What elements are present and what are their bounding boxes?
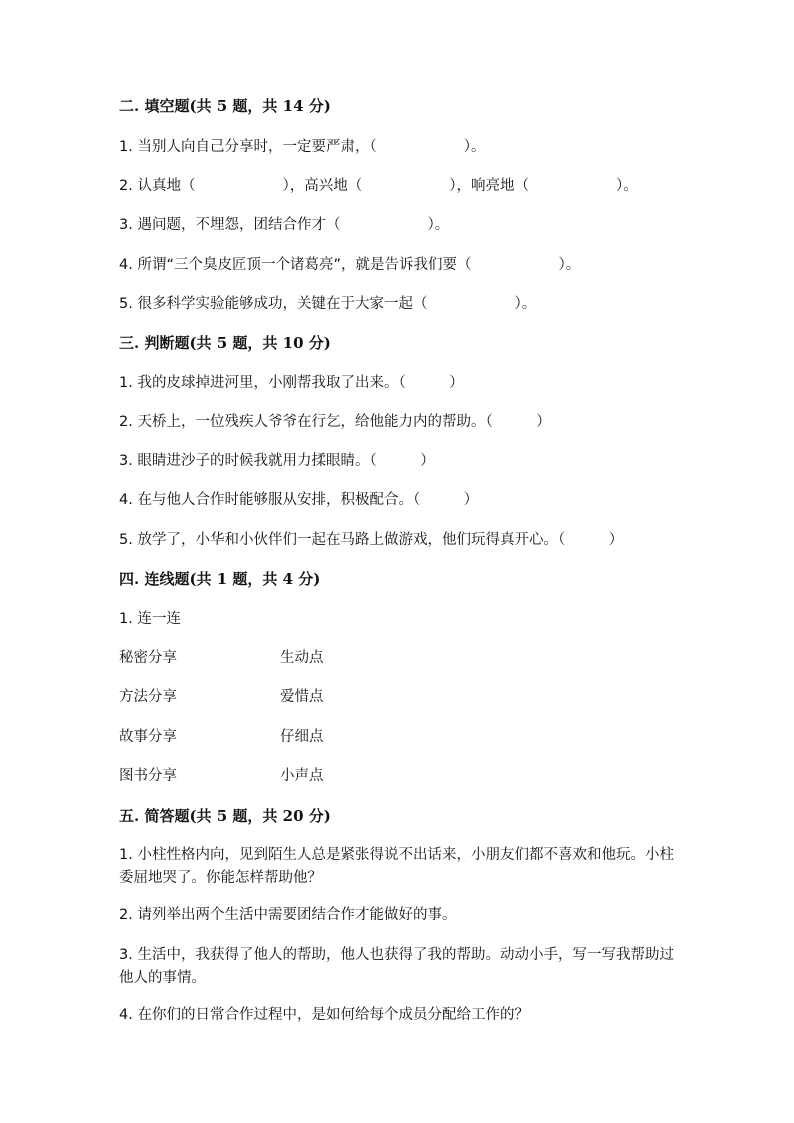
question-item: 3. 眼睛进沙子的时候我就用力揉眼睛。（ ） (119, 453, 435, 469)
question-item: 2. 认真地（ ），高兴地（ ），响亮地（ ）。 (119, 178, 638, 194)
question-item: 4. 所谓“三个臭皮匠顶一个诸葛亮”，就是告诉我们要（ ）。 (119, 257, 581, 273)
match-left-item: 方法分享 (119, 689, 177, 705)
question-item: 5. 放学了，小华和小伙伴们一起在马路上做游戏，他们玩得真开心。（ ） (119, 532, 624, 548)
question-item: 1. 我的皮球掉进河里，小刚帮我取了出来。（ ） (119, 375, 464, 391)
match-left-item: 故事分享 (119, 729, 177, 745)
match-left-item: 秘密分享 (119, 650, 177, 666)
section-heading-fill: 二. 填空题(共 5 题，共 14 分) (119, 97, 331, 115)
match-right-item: 小声点 (280, 768, 324, 784)
section-heading-short: 五. 简答题(共 5 题，共 20 分) (119, 807, 331, 825)
match-left-item: 图书分享 (119, 768, 177, 784)
section-heading-match: 四. 连线题(共 1 题，共 4 分) (119, 570, 321, 588)
question-item: 3. 遇问题，不埋怨，团结合作才（ ）。 (119, 217, 450, 233)
question-item: 4. 在与他人合作时能够服从安排，积极配合。（ ） (119, 492, 479, 508)
section-heading-judge: 三. 判断题(共 5 题，共 10 分) (119, 334, 331, 352)
match-right-item: 爱惜点 (280, 689, 324, 705)
question-item: 2. 请列举出两个生活中需要团结合作才能做好的事。 (119, 907, 457, 923)
match-prompt: 1. 连一连 (119, 611, 181, 627)
match-right-item: 仔细点 (280, 729, 324, 745)
question-item: 1. 小柱性格内向，见到陌生人总是紧张得说不出话来，小朋友们都不喜欢和他玩。小柱委屈地哭了。你能怎样帮助他？ (119, 847, 674, 886)
question-item: 5. 很多科学实验能够成功，关键在于大家一起（ ）。 (119, 296, 537, 312)
question-item: 4. 在你们的日常合作过程中，是如何给每个成员分配给工作的？ (119, 1007, 529, 1023)
question-item: 2. 天桥上，一位残疾人爷爷在行乞，给他能力内的帮助。（ ） (119, 414, 551, 430)
question-item: 3. 生活中，我获得了他人的帮助，他人也获得了我的帮助。动动小手，写一写我帮助过他人的事情。 (119, 947, 674, 986)
question-item: 1. 当别人向自己分享时，一定要严肃，（ ）。 (119, 139, 486, 155)
match-right-item: 生动点 (280, 650, 324, 666)
